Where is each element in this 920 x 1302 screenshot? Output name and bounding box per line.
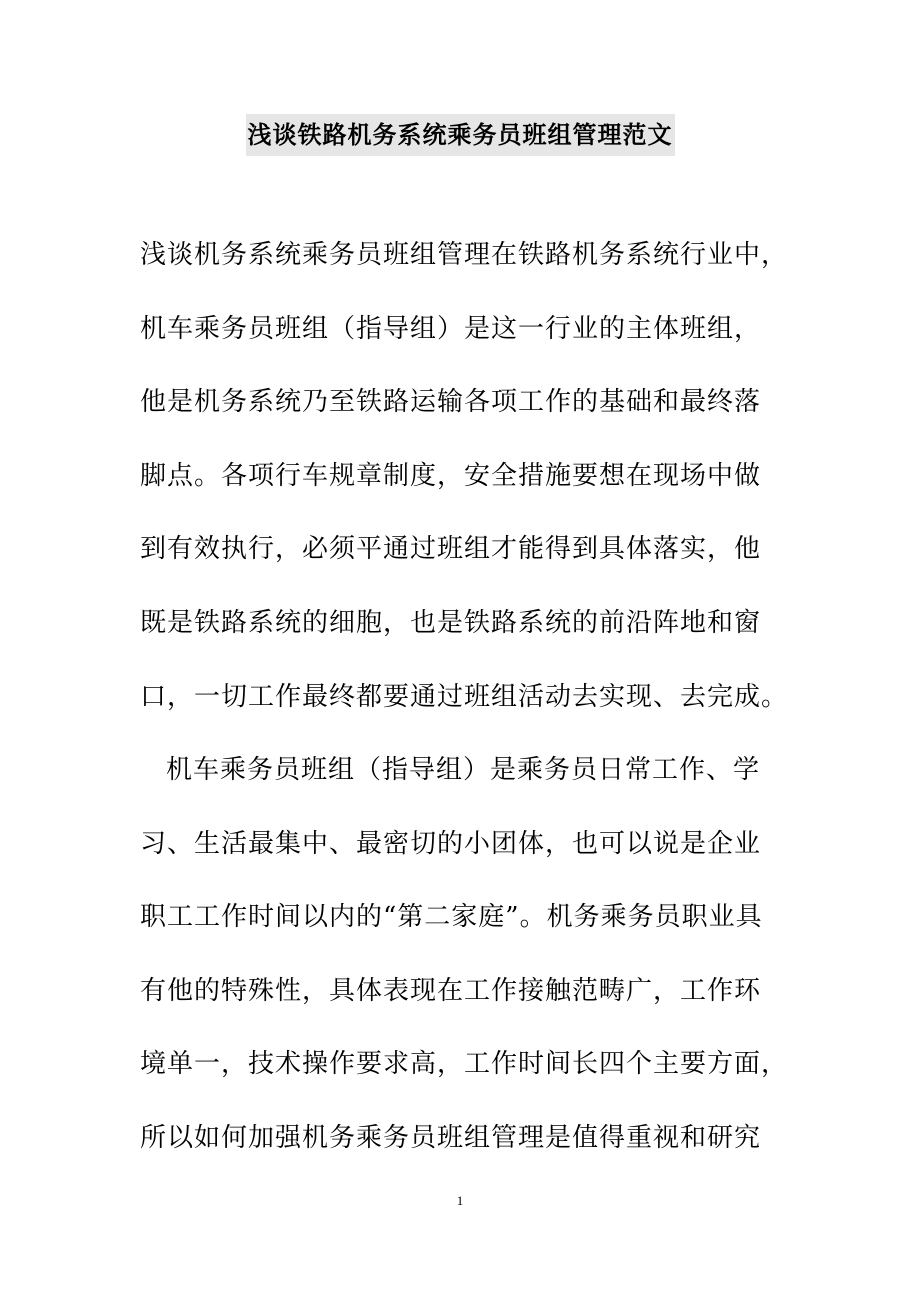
paragraph-line: 脚点。各项行车规章制度，安全措施要想在现场中做 (140, 460, 762, 491)
page-number: 1 (456, 1193, 464, 1208)
paragraph-2 (140, 734, 800, 1176)
paragraph-line: 浅谈机务系统乘务员班组管理在铁路机务系统行业中， (140, 240, 789, 270)
paragraph-line: 职工工作时间以内的“第二家庭”。机务乘务员职业具 (140, 902, 763, 933)
paragraph-line: 有他的特殊性，具体表现在工作接触范畴广，工作环 (140, 975, 762, 1006)
document-title: 浅谈铁路机务系统乘务员班组管理范文 (246, 114, 675, 156)
paragraph-line: 既是铁路系统的细胞，也是铁路系统的前沿阵地和窗 (140, 607, 762, 638)
paragraph-line: 机车乘务员班组（指导组）是这一行业的主体班组， (140, 313, 762, 344)
title-container (0, 114, 920, 156)
paragraph-1 (140, 219, 800, 734)
paragraph-line: 到有效执行，必须平通过班组才能得到具体落实，他 (140, 534, 762, 565)
paragraph-line: 境单一，技术操作要求高，工作时间长四个主要方面， (140, 1049, 789, 1080)
paragraph-line: 机车乘务员班组（指导组）是乘务员日常工作、学 (166, 755, 761, 785)
paragraph-line: 所以如何加强机务乘务员班组管理是值得重视和研究 (140, 1122, 762, 1153)
paragraph-line: 他是机务系统乃至铁路运输各项工作的基础和最终落 (140, 387, 762, 418)
paragraph-line: 习、生活最集中、最密切的小团体，也可以说是企业 (140, 828, 762, 859)
paragraph-line: 口，一切工作最终都要通过班组活动去实现、去完成。 (140, 681, 789, 712)
